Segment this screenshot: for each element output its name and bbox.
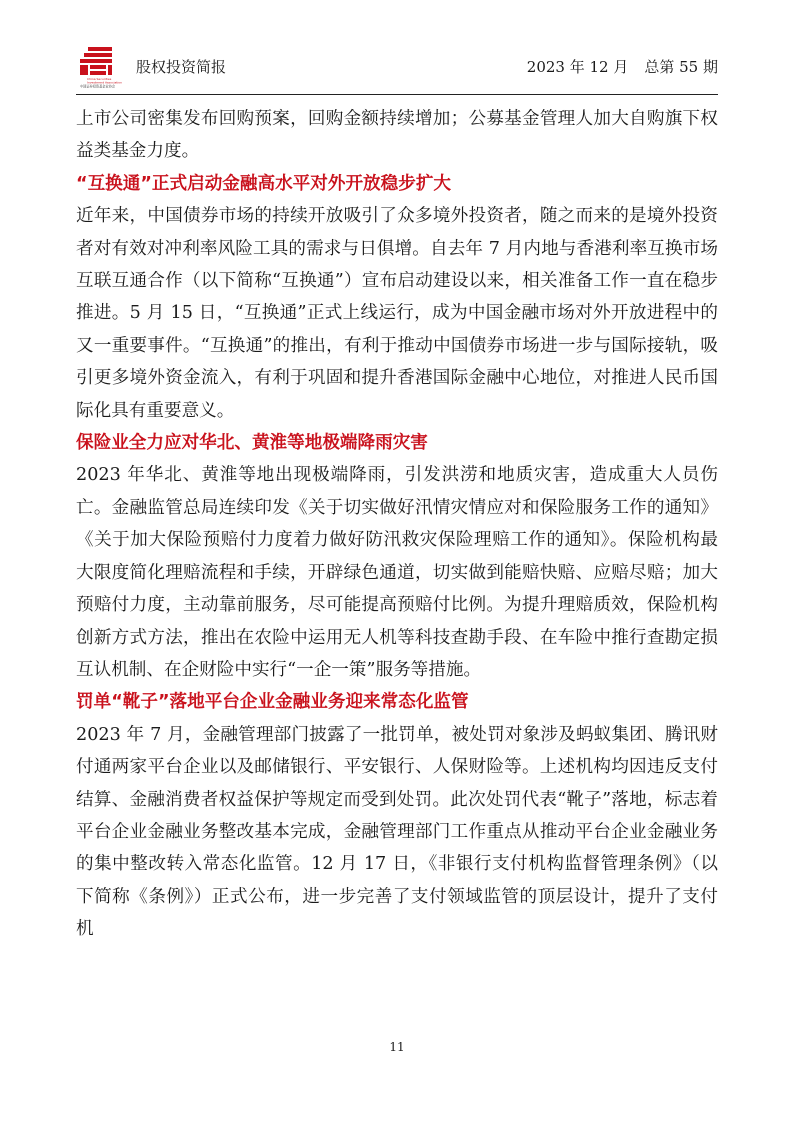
report-title: 股权投资简报 (136, 58, 227, 76)
continued-paragraph: 上市公司密集发布回购预案，回购金额持续增加；公募基金管理人加大自购旗下权益类基金力度。 (76, 109, 718, 162)
article-content (76, 103, 718, 946)
paragraph-platform-regulation: 2023 年 7 月，金融管理部门披露了一批罚单，被处罚对象涉及蚂蚁集团、腾讯财付通两家平台企业以及邮储银行、平安银行、人保财险等。上述机构均因违反支付结算、金融消费者权益保护等规定而受到处罚。此次处罚代表“靴子”落地，标志着平台企业金融业务整改基本完成，金融管理部门工作重点从推动平台企业金融业务的集中整改转入常态化监管。12 月 17 日，《非银行支付机构监督管理条例》（以下简称《条例》）正式公布，进一步完善了支付领域监管的顶层设计，提升了支付机 (76, 724, 718, 940)
issue-info (527, 58, 718, 76)
paragraph-insurance-rainfall: 2023 年华北、黄淮等地出现极端降雨，引发洪涝和地质灾害，造成重大人员伤亡。金融监管总局连续印发《关于切实做好汛情灾情应对和保险服务工作的通知》《关于加大保险预赔付力度着力做好防汛救灾保险理赔工作的通知》。保险机构最大限度简化理赔流程和手续，开辟绿色通道，切实做到能赔快赔、应赔尽赔；加大预赔付力度，主动靠前服务，尽可能提高预赔付比例。为提升理赔质效，保险机构创新方式方法，推出在农险中运用无人机等科技查勘手段、在车险中推行查勘定损互认机制、在企财险中实行“一企一策”服务等措施。 (76, 465, 718, 680)
issue-date: 2023 年 12 月 (526, 58, 629, 76)
page-header (76, 44, 718, 95)
section-heading-insurance-rainfall: 保险业全力应对华北、黄淮等地极端降雨灾害 (76, 433, 428, 454)
svg-text:Investment Association: Investment Association (87, 80, 123, 85)
section-heading-platform-regulation: 罚单“靴子”落地平台企业金融业务迎来常态化监管 (76, 692, 469, 713)
paragraph-swap-connect: 近年来，中国债券市场的持续开放吸引了众多境外投资者，随之而来的是境外投资者对有效对冲利率风险工具的需求与日俱增。自去年 7 月内地与香港利率互换市场互联互通合作（以下简称“互换通”）宣布启动建设以来，相关准备工作一直在稳步推进。5 月 15 日，“互换通”正式上线运行，成为中国金融市场对外开放进程中的又一重要事件。“互换通”的推出，有利于推动中国债券市场进一步与国际接轨，吸引更多境外资金流入，有利于巩固和提升香港国际金融中心地位，对推进人民币国际化具有重要意义。 (76, 206, 718, 421)
svg-text:China Securities: China Securities (87, 77, 112, 81)
association-logo-icon (78, 46, 128, 88)
section-heading-swap-connect: “互换通”正式启动金融高水平对外开放稳步扩大 (76, 173, 452, 194)
page-number: 11 (389, 1040, 405, 1054)
issue-number: 总第 55 期 (644, 58, 718, 76)
svg-text:中国证券投资基金业协会: 中国证券投资基金业协会 (80, 84, 116, 88)
